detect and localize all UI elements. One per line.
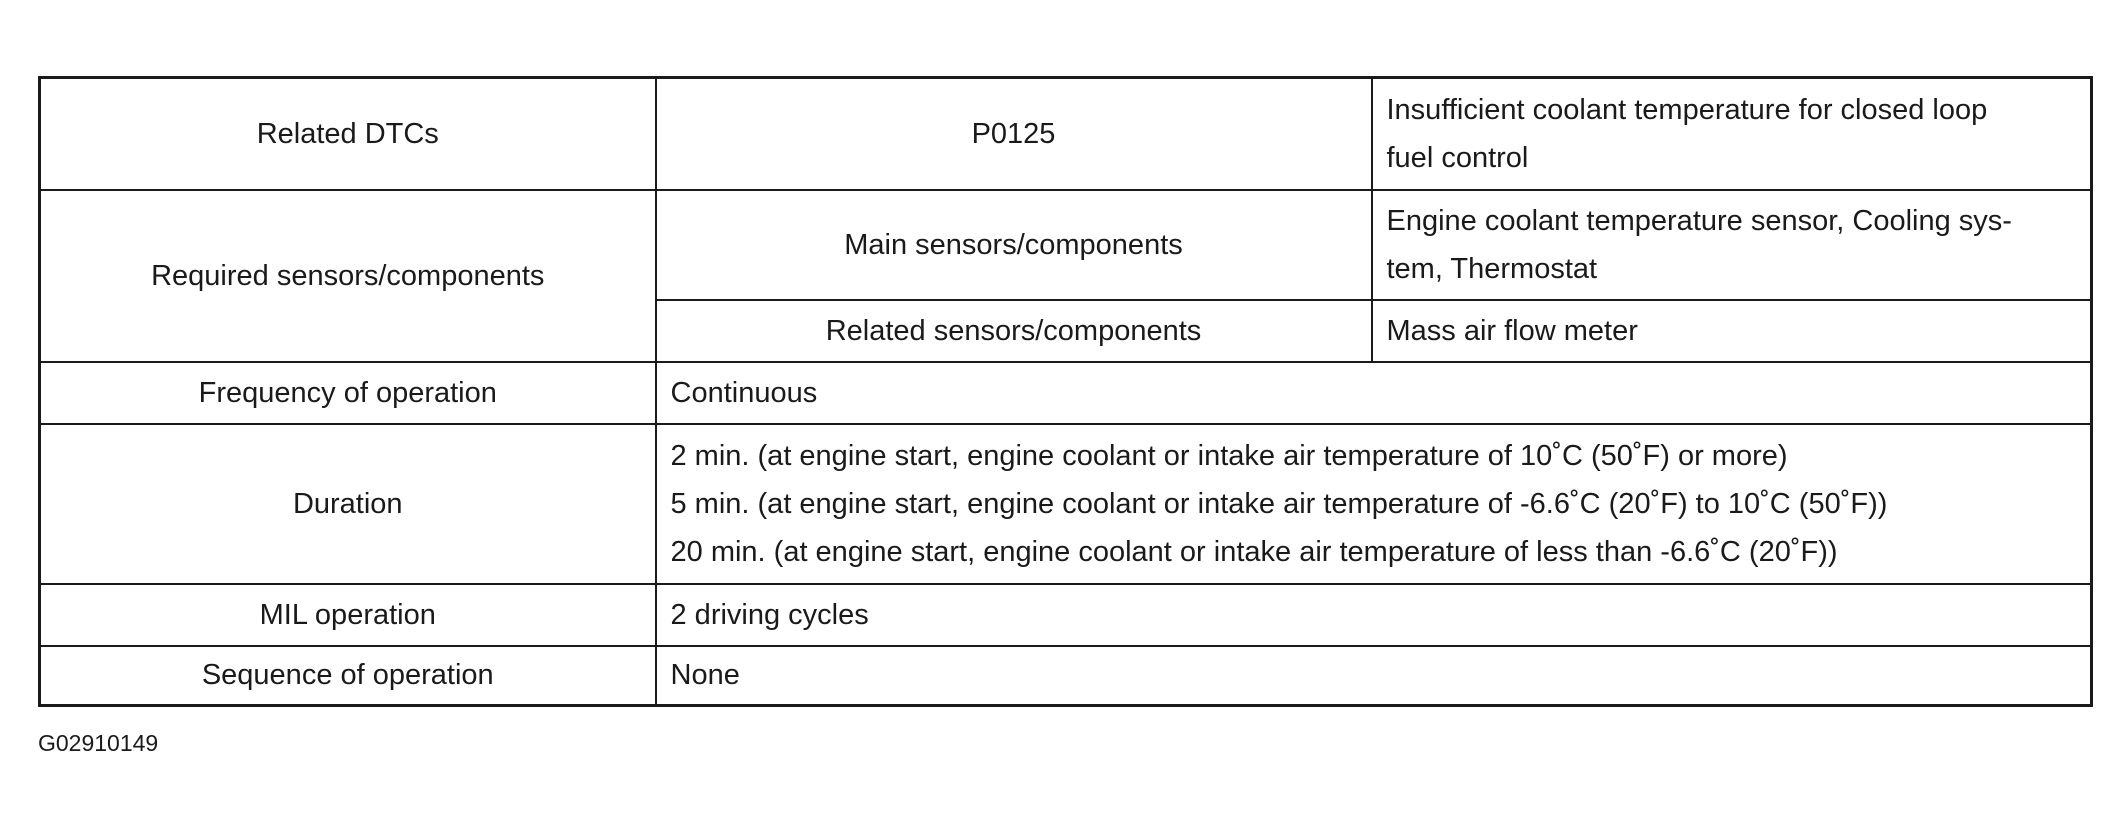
required-sensors-label: Required sensors/components [40,190,656,362]
duration-label: Duration [40,424,656,584]
related-sensors-value: Mass air flow meter [1372,300,2092,362]
main-sensors-value-line-2: tem, Thermostat [1386,252,1598,285]
figure-id: G02910149 [38,730,159,756]
frequency-label: Frequency of operation [40,362,656,424]
table-row-sequence [40,646,2092,706]
dtc-description-line-1: Insufficient coolant temperature for closed loop [1386,93,1988,126]
dtc-description-line-2: fuel control [1386,141,1529,174]
duration-line-3: 20 min. (at engine start, engine coolant or intake air temperature of less than -6.6˚C (20˚F)) [670,535,1838,568]
duration-line-1: 2 min. (at engine start, engine coolant or intake air temperature of 10˚C (50˚F) or more) [670,439,1788,472]
table-row-duration [40,424,2092,584]
frequency-value: Continuous [656,362,2092,424]
dtc-description [1372,78,2092,190]
duration-value [656,424,2092,584]
table-row-mil-operation [40,584,2092,646]
table-row-related-dtcs [40,78,2092,190]
related-sensors-label: Related sensors/components [656,300,1372,362]
mil-operation-value: 2 driving cycles [656,584,2092,646]
table-row-frequency [40,362,2092,424]
sequence-label: Sequence of operation [40,646,656,706]
dtc-code: P0125 [656,78,1372,190]
table-row-main-sensors [40,190,2092,300]
sequence-value: None [656,646,2092,706]
dtc-spec-table [38,76,2093,707]
main-sensors-value-line-1: Engine coolant temperature sensor, Cooling sys- [1386,204,2012,237]
duration-line-2: 5 min. (at engine start, engine coolant or intake air temperature of -6.6˚C (20˚F) to 10˚C (50˚F)) [670,487,1888,520]
mil-operation-label: MIL operation [40,584,656,646]
related-dtcs-label: Related DTCs [40,78,656,190]
main-sensors-label: Main sensors/components [656,190,1372,300]
main-sensors-value [1372,190,2092,300]
